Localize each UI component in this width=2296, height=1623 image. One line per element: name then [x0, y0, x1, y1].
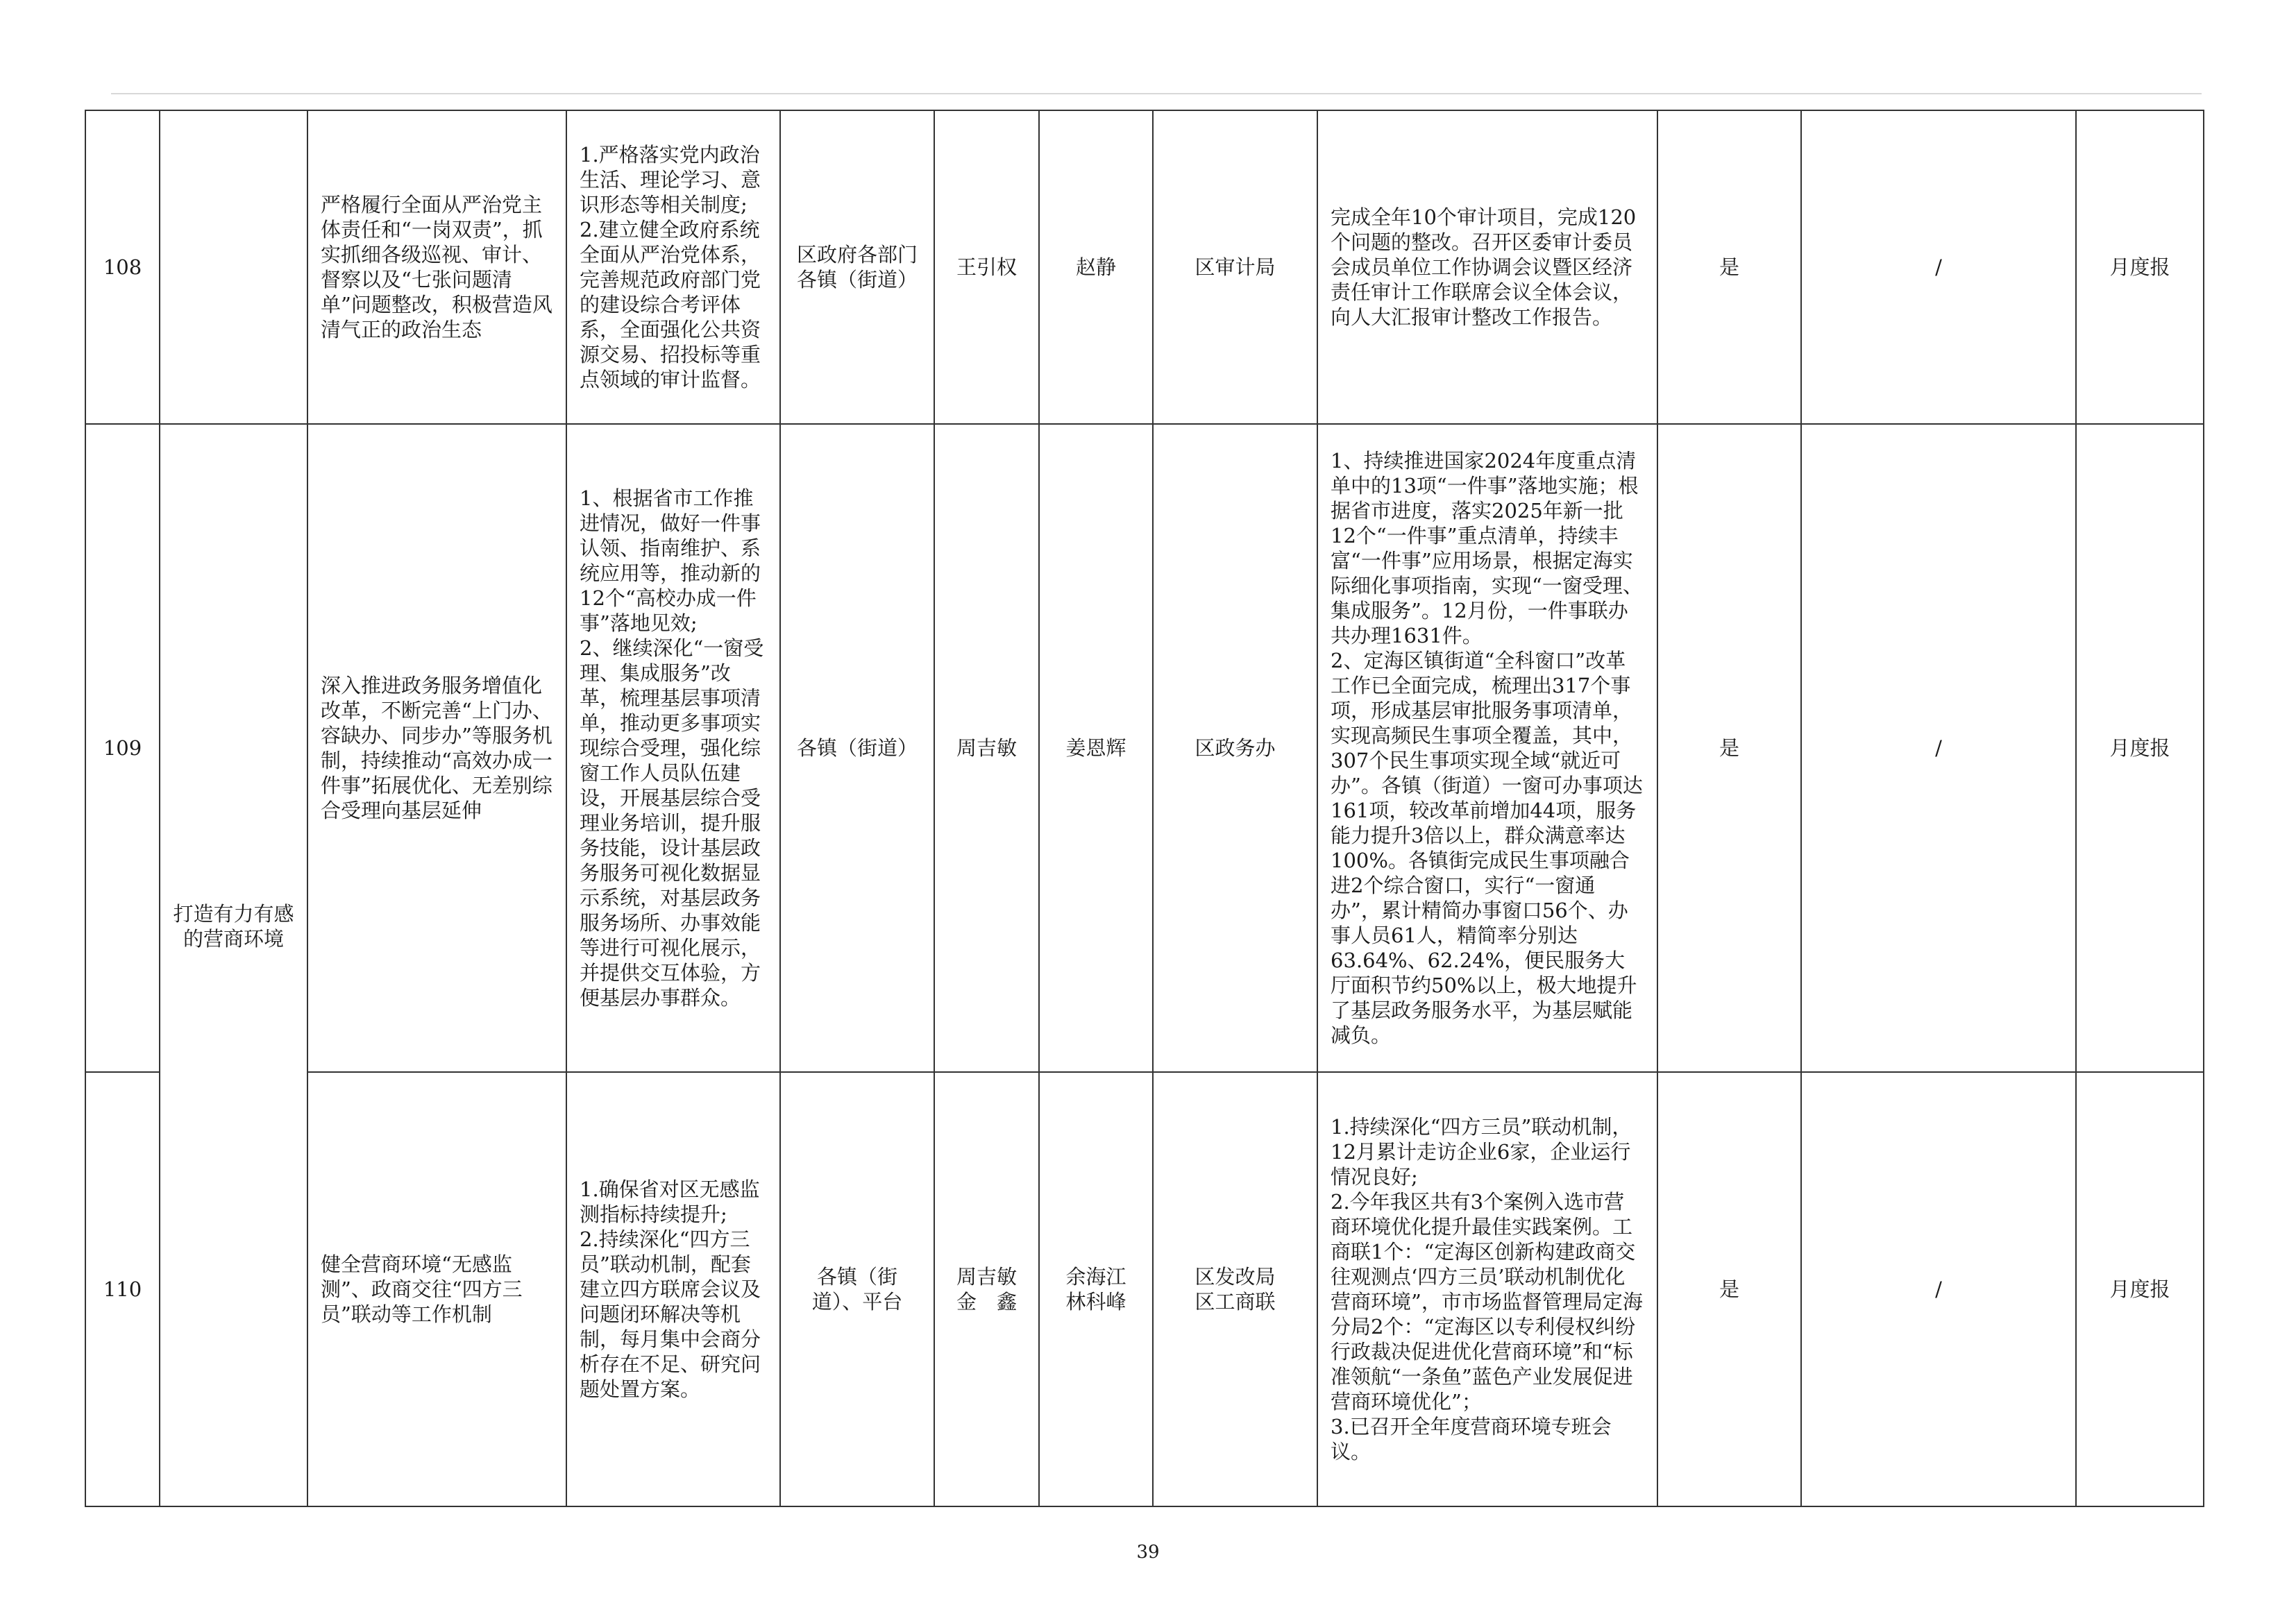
responsible-units: 区政府各部门 各镇（街道）: [780, 110, 934, 424]
row-number: 108: [85, 110, 160, 424]
completed-flag: 是: [1657, 1072, 1801, 1506]
measures-cell: 1.严格落实党内政治生活、理论学习、意识形态等相关制度; 2.建立健全政府系统全面从严治党体系，完善规范政府部门党的建设综合考评体系，全面强化公共资源交易、招投标等重点领域的审计监督。: [566, 110, 780, 424]
row-number: 109: [85, 424, 160, 1072]
responsible-leader: 王引权: [934, 110, 1039, 424]
completed-flag: 是: [1657, 110, 1801, 424]
task-description: 深入推进政务服务增值化改革，不断完善“上门办、容缺办、同步办”等服务机制，持续推动“高效办成一件事”拓展优化、无差别综合受理向基层延伸: [307, 424, 566, 1072]
table-row-108: [85, 110, 2204, 424]
report-frequency: 月度报: [2076, 110, 2204, 424]
progress-cell: 1.持续深化“四方三员”联动机制，12月累计走访企业6家，企业运行情况良好; 2.今年我区共有3个案例入选市营商环境优化提升最佳实践案例。工商联1个：“定海区创新构建政商交往观测点‘四方三员’联动机制优化营商环境”，市市场监督管理局定海分局2个：“定海区以专利侵权纠纷行政裁决促进优化营商环境”和“标准领航“一条鱼”蓝色产业发展促进营商环境优化”； 3.已召开全年度营商环境专班会议。: [1317, 1072, 1657, 1506]
contact-person: 赵静: [1039, 110, 1153, 424]
task-description: 严格履行全面从严治党主体责任和“一岗双责”，抓实抓细各级巡视、审计、督察以及“七张问题清单”问题整改，积极营造风清气正的政治生态: [307, 110, 566, 424]
lead-department: 区发改局 区工商联: [1153, 1072, 1317, 1506]
report-frequency: 月度报: [2076, 1072, 2204, 1506]
lead-department: 区政务办: [1153, 424, 1317, 1072]
remark-cell: /: [1801, 110, 2076, 424]
progress-cell: 1、持续推进国家2024年度重点清单中的13项“一件事”落地实施；根据省市进度，落实2025年新一批12个“一件事”重点清单，持续丰富“一件事”应用场景，根据定海实际细化事项指南，实现“一窗受理、集成服务”。12月份，一件事联办共办理1631件。 2、定海区镇街道“全科窗口”改革工作已全面完成，梳理出317个事项，形成基层审批服务事项清单，实现高频民生事项全覆盖，其中，307个民生事项实现全域“就近可办”。各镇（街道）一窗可办事项达161项，较改革前增加44项，服务能力提升3倍以上，群众满意率达100%。各镇街完成民生事项融合进2个综合窗口，实行“一窗通办”，累计精简办事窗口56个、办事人员61人，精简率分别达63.64%、62.24%，便民服务大厅面积节约50%以上，极大地提升了基层政务服务水平，为基层赋能减负。: [1317, 424, 1657, 1072]
responsible-leader: 周吉敏: [934, 424, 1039, 1072]
header-rule: [111, 93, 2202, 94]
task-table: [85, 110, 2204, 1507]
category-cell: 打造有力有感的营商环境: [160, 424, 307, 1506]
measures-cell: 1.确保省对区无感监测指标持续提升; 2.持续深化“四方三员”联动机制，配套建立四方联席会议及问题闭环解决等机制，每月集中会商分析存在不足、研究问题处置方案。: [566, 1072, 780, 1506]
contact-person: 余海江 林科峰: [1039, 1072, 1153, 1506]
completed-flag: 是: [1657, 424, 1801, 1072]
remark-cell: /: [1801, 1072, 2076, 1506]
responsible-units: 各镇（街道）: [780, 424, 934, 1072]
table-row-110: [85, 1072, 2204, 1506]
progress-cell: 完成全年10个审计项目，完成120个问题的整改。召开区委审计委员会成员单位工作协调会议暨区经济责任审计工作联席会议全体会议，向人大汇报审计整改工作报告。: [1317, 110, 1657, 424]
task-description: 健全营商环境“无感监测”、政商交往“四方三员”联动等工作机制: [307, 1072, 566, 1506]
table-row-109: [85, 424, 2204, 1072]
report-frequency: 月度报: [2076, 424, 2204, 1072]
row-number: 110: [85, 1072, 160, 1506]
contact-person: 姜恩辉: [1039, 424, 1153, 1072]
remark-cell: /: [1801, 424, 2076, 1072]
responsible-units: 各镇（街道）、平台: [780, 1072, 934, 1506]
responsible-leader: 周吉敏 金 鑫: [934, 1072, 1039, 1506]
measures-cell: 1、根据省市工作推进情况，做好一件事认领、指南维护、系统应用等，推动新的12个“高校办成一件事”落地见效; 2、继续深化“一窗受理、集成服务”改革，梳理基层事项清单，推动更多事项实现综合受理，强化综窗工作人员队伍建设，开展基层综合受理业务培训，提升服务技能，设计基层政务服务可视化数据显示系统，对基层政务服务场所、办事效能等进行可视化展示，并提供交互体验，方便基层办事群众。: [566, 424, 780, 1072]
category-cell-empty: [160, 110, 307, 424]
page-number: 39: [1136, 1542, 1160, 1563]
lead-department: 区审计局: [1153, 110, 1317, 424]
